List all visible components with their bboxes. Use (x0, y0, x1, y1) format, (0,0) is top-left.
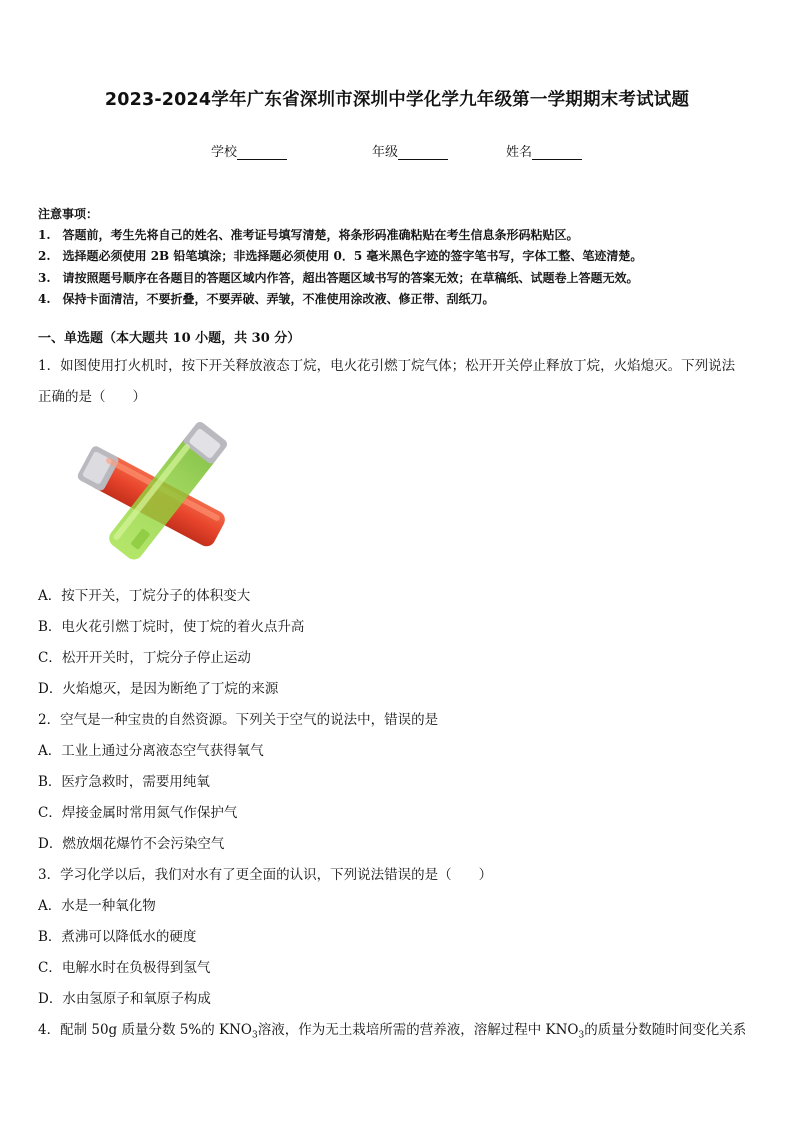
name-field (506, 141, 582, 160)
q2-option-b: B．医疗急救时，需要用纯氧 (38, 774, 210, 790)
grade-blank (398, 145, 448, 160)
notice-item: 2. 选择题必须使用 2B 铅笔填涂；非选择题必须使用 0．5 毫米黑色字迹的签字笔书写，字体工整、笔迹清楚。 (38, 249, 643, 264)
q4-stem (38, 1018, 746, 1041)
q1-option-b: B．电火花引燃丁烷时，使丁烷的着火点升高 (38, 619, 305, 635)
lighters-image (66, 418, 242, 566)
q4-text-part1: 4．配制 50g 质量分数 5%的 KNO (38, 1022, 252, 1038)
school-label: 学校 (211, 145, 238, 160)
q2-option-a: A．工业上通过分离液态空气获得氧气 (38, 743, 264, 759)
q3-stem: 3．学习化学以后，我们对水有了更全面的认识，下列说法错误的是（ ） (38, 867, 493, 883)
q1-option-d: D．火焰熄灭，是因为断绝了丁烷的来源 (38, 681, 279, 697)
q4-text-part3: 的质量分数随时间变化关系 (584, 1022, 747, 1038)
q1-stem-line2: 正确的是（ ） (38, 389, 146, 405)
q3-option-d: D．水由氢原子和氧原子构成 (38, 991, 211, 1007)
q3-option-a: A．水是一种氧化物 (38, 898, 156, 914)
name-blank (532, 145, 582, 160)
q4-text-part2: 溶液，作为无土栽培所需的营养液，溶解过程中 KNO (257, 1022, 579, 1038)
school-field (211, 141, 287, 160)
q3-option-b: B．煮沸可以降低水的硬度 (38, 929, 197, 945)
q1-stem-line1: 1．如图使用打火机时，按下开关释放液态丁烷，电火花引燃丁烷气体；松开开关停止释放丁烷，火焰熄灭。下列说法 (38, 358, 736, 374)
section-heading: 一、单选题（本大题共 10 小题，共 30 分） (38, 331, 301, 346)
q2-option-d: D．燃放烟花爆竹不会污染空气 (38, 836, 225, 852)
q3-option-c: C．电解水时在负极得到氢气 (38, 960, 211, 976)
notice-item: 3. 请按照题号顺序在各题目的答题区域内作答，超出答题区域书写的答案无效；在草稿纸、试题卷上答题无效。 (38, 270, 639, 285)
notice-block (38, 204, 642, 310)
q2-option-c: C．焊接金属时常用氮气作保护气 (38, 805, 238, 821)
notice-item: 1. 答题前，考生先将自己的姓名、准考证号填写清楚，将条形码准确粘贴在考生信息条形码粘贴区。 (38, 228, 579, 243)
notice-item: 4. 保持卡面清洁，不要折叠，不要弄破、弄皱，不准使用涂改液、修正带、刮纸刀。 (38, 291, 495, 306)
grade-field (372, 141, 448, 160)
grade-label: 年级 (372, 145, 399, 160)
q4-subscript-2: 3 (578, 1030, 585, 1041)
exam-title: 2023-2024学年广东省深圳市深圳中学化学九年级第一学期期末考试试题 (104, 90, 690, 110)
school-blank (237, 145, 287, 160)
q2-stem: 2．空气是一种宝贵的自然资源。下列关于空气的说法中，错误的是 (38, 712, 439, 728)
name-label: 姓名 (506, 145, 533, 160)
notice-heading: 注意事项： (38, 207, 99, 221)
q1-option-a: A．按下开关，丁烷分子的体积变大 (38, 588, 251, 604)
q4-subscript-1: 3 (251, 1030, 258, 1041)
q1-option-c: C．松开开关时，丁烷分子停止运动 (38, 650, 251, 666)
